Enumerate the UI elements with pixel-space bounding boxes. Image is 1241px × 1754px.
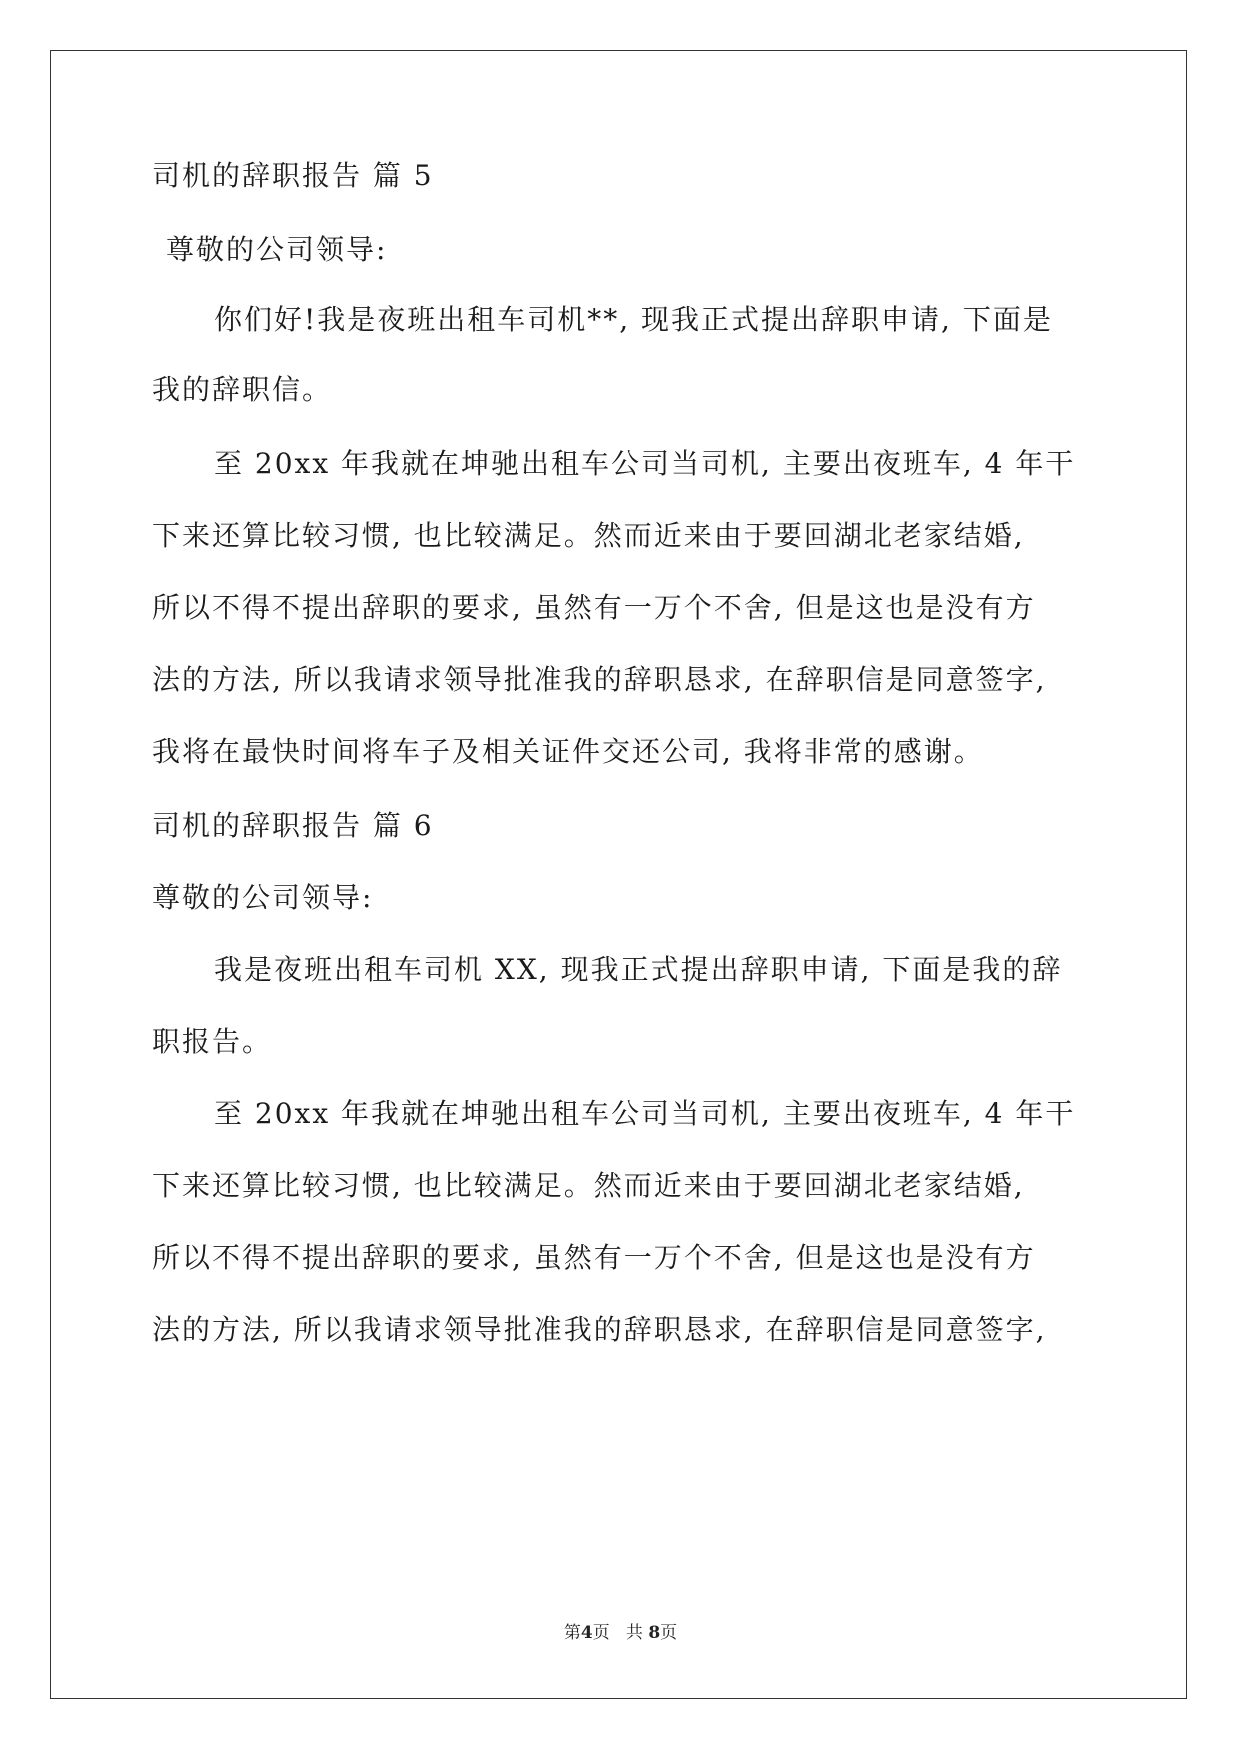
page-footer [0, 1622, 1241, 1644]
paragraph-line: 至 20xx 年我就在坤驰出租车公司当司机, 主要出夜班车, 4 年干 [214, 447, 1076, 480]
paragraph-line: 职报告。 [152, 1025, 273, 1058]
section-6-heading: 司机的辞职报告 篇 6 [152, 809, 434, 842]
section-5-greeting: 尊敬的公司领导: [166, 233, 388, 266]
footer-total-pages: 8 [648, 1623, 661, 1643]
paragraph-line: 我的辞职信。 [152, 373, 333, 406]
paragraph-line: 所以不得不提出辞职的要求, 虽然有一万个不舍, 但是这也是没有方 [152, 591, 1036, 624]
paragraph-line: 所以不得不提出辞职的要求, 虽然有一万个不舍, 但是这也是没有方 [152, 1241, 1036, 1274]
paragraph-line: 下来还算比较习惯, 也比较满足。然而近来由于要回湖北老家结婚, [152, 519, 1025, 552]
page-border [50, 50, 1187, 1699]
paragraph-line: 我将在最快时间将车子及相关证件交还公司, 我将非常的感谢。 [152, 735, 984, 768]
footer-total-suffix: 页 [660, 1623, 678, 1643]
paragraph-line: 法的方法, 所以我请求领导批准我的辞职恳求, 在辞职信是同意签字, [152, 1313, 1047, 1346]
footer-total-prefix: 共 [625, 1623, 643, 1643]
section-6-greeting: 尊敬的公司领导: [152, 881, 374, 914]
paragraph-line: 我是夜班出租车司机 XX, 现我正式提出辞职申请, 下面是我的辞 [214, 953, 1063, 986]
paragraph-line: 法的方法, 所以我请求领导批准我的辞职恳求, 在辞职信是同意签字, [152, 663, 1047, 696]
paragraph-line: 你们好!我是夜班出租车司机**, 现我正式提出辞职申请, 下面是 [214, 303, 1053, 336]
paragraph-line: 下来还算比较习惯, 也比较满足。然而近来由于要回湖北老家结婚, [152, 1169, 1025, 1202]
footer-page-number: 4 [580, 1623, 593, 1643]
footer-page-suffix: 页 [592, 1623, 610, 1643]
section-5-heading: 司机的辞职报告 篇 5 [152, 159, 434, 192]
footer-prefix: 第 [563, 1623, 581, 1643]
paragraph-line: 至 20xx 年我就在坤驰出租车公司当司机, 主要出夜班车, 4 年干 [214, 1097, 1076, 1130]
